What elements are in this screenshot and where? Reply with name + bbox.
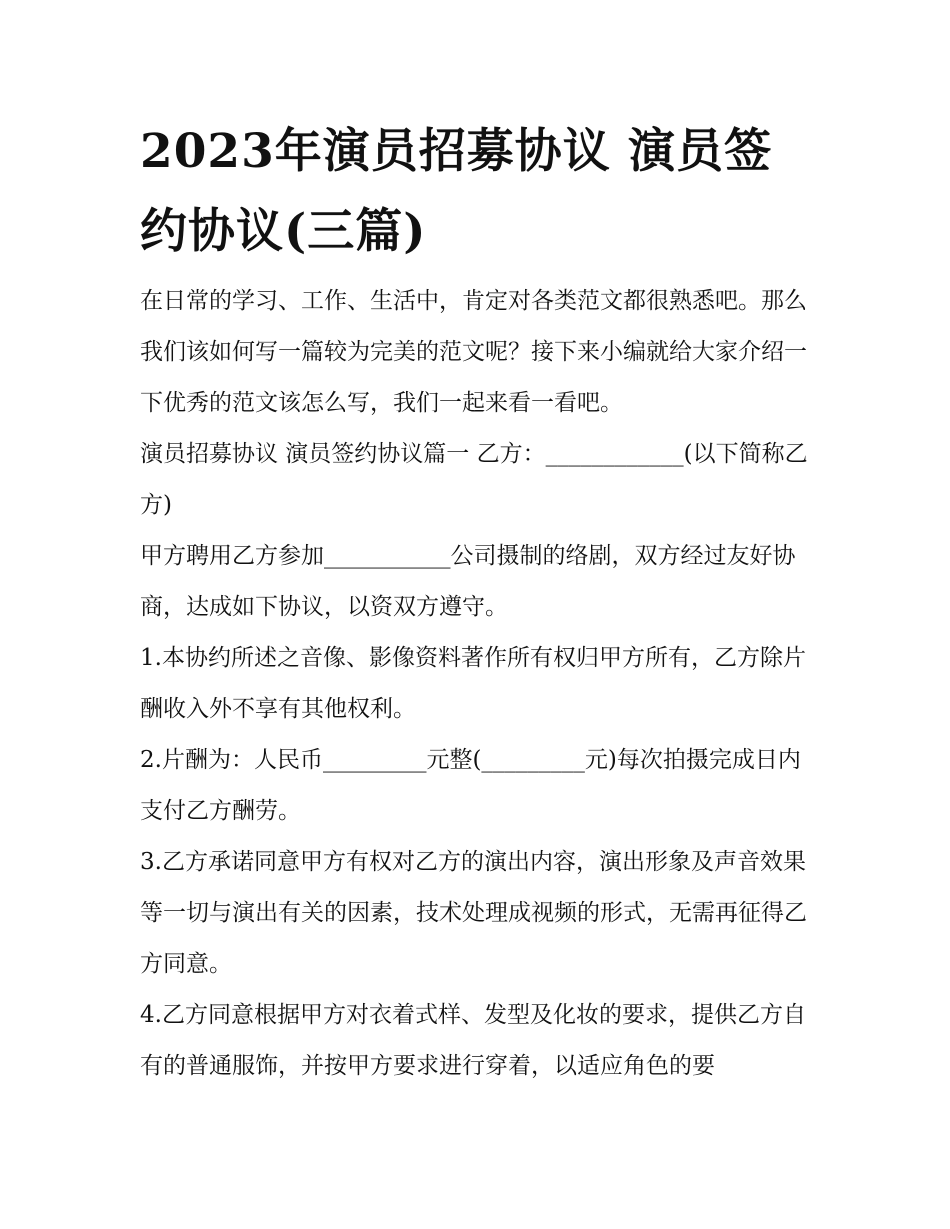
clause-1: 1.本协约所述之音像、影像资料著作所有权归甲方所有，乙方除片酬收入外不享有其他权利。	[140, 645, 806, 722]
clause-2: 2.片酬为：人民币_________元整(_________元)每次拍摄完成日内支付乙方酬劳。	[140, 747, 801, 824]
agreement-intro-paragraph: 甲方聘用乙方参加___________公司摄制的络剧，双方经过友好协商，达成如下协议，以资双方遵守。	[140, 543, 796, 620]
document-body	[140, 276, 820, 1092]
section-heading-paragraph: 演员招募协议 演员签约协议篇一 乙方：____________(以下简称乙方)	[140, 441, 808, 518]
document-title: 2023年演员招募协议 演员签约协议(三篇)	[140, 124, 773, 259]
clause-3: 3.乙方承诺同意甲方有权对乙方的演出内容，演出形象及声音效果等一切与演出有关的因素，技术处理成视频的形式，无需再征得乙方同意。	[140, 849, 807, 977]
intro-paragraph: 在日常的学习、工作、生活中，肯定对各类范文都很熟悉吧。那么我们该如何写一篇较为完美的范文呢？接下来小编就给大家介绍一下优秀的范文该怎么写，我们一起来看一看吧。	[140, 288, 807, 416]
clause-4: 4.乙方同意根据甲方对衣着式样、发型及化妆的要求，提供乙方自有的普通服饰，并按甲方要求进行穿着，以适应角色的要	[140, 1002, 806, 1079]
